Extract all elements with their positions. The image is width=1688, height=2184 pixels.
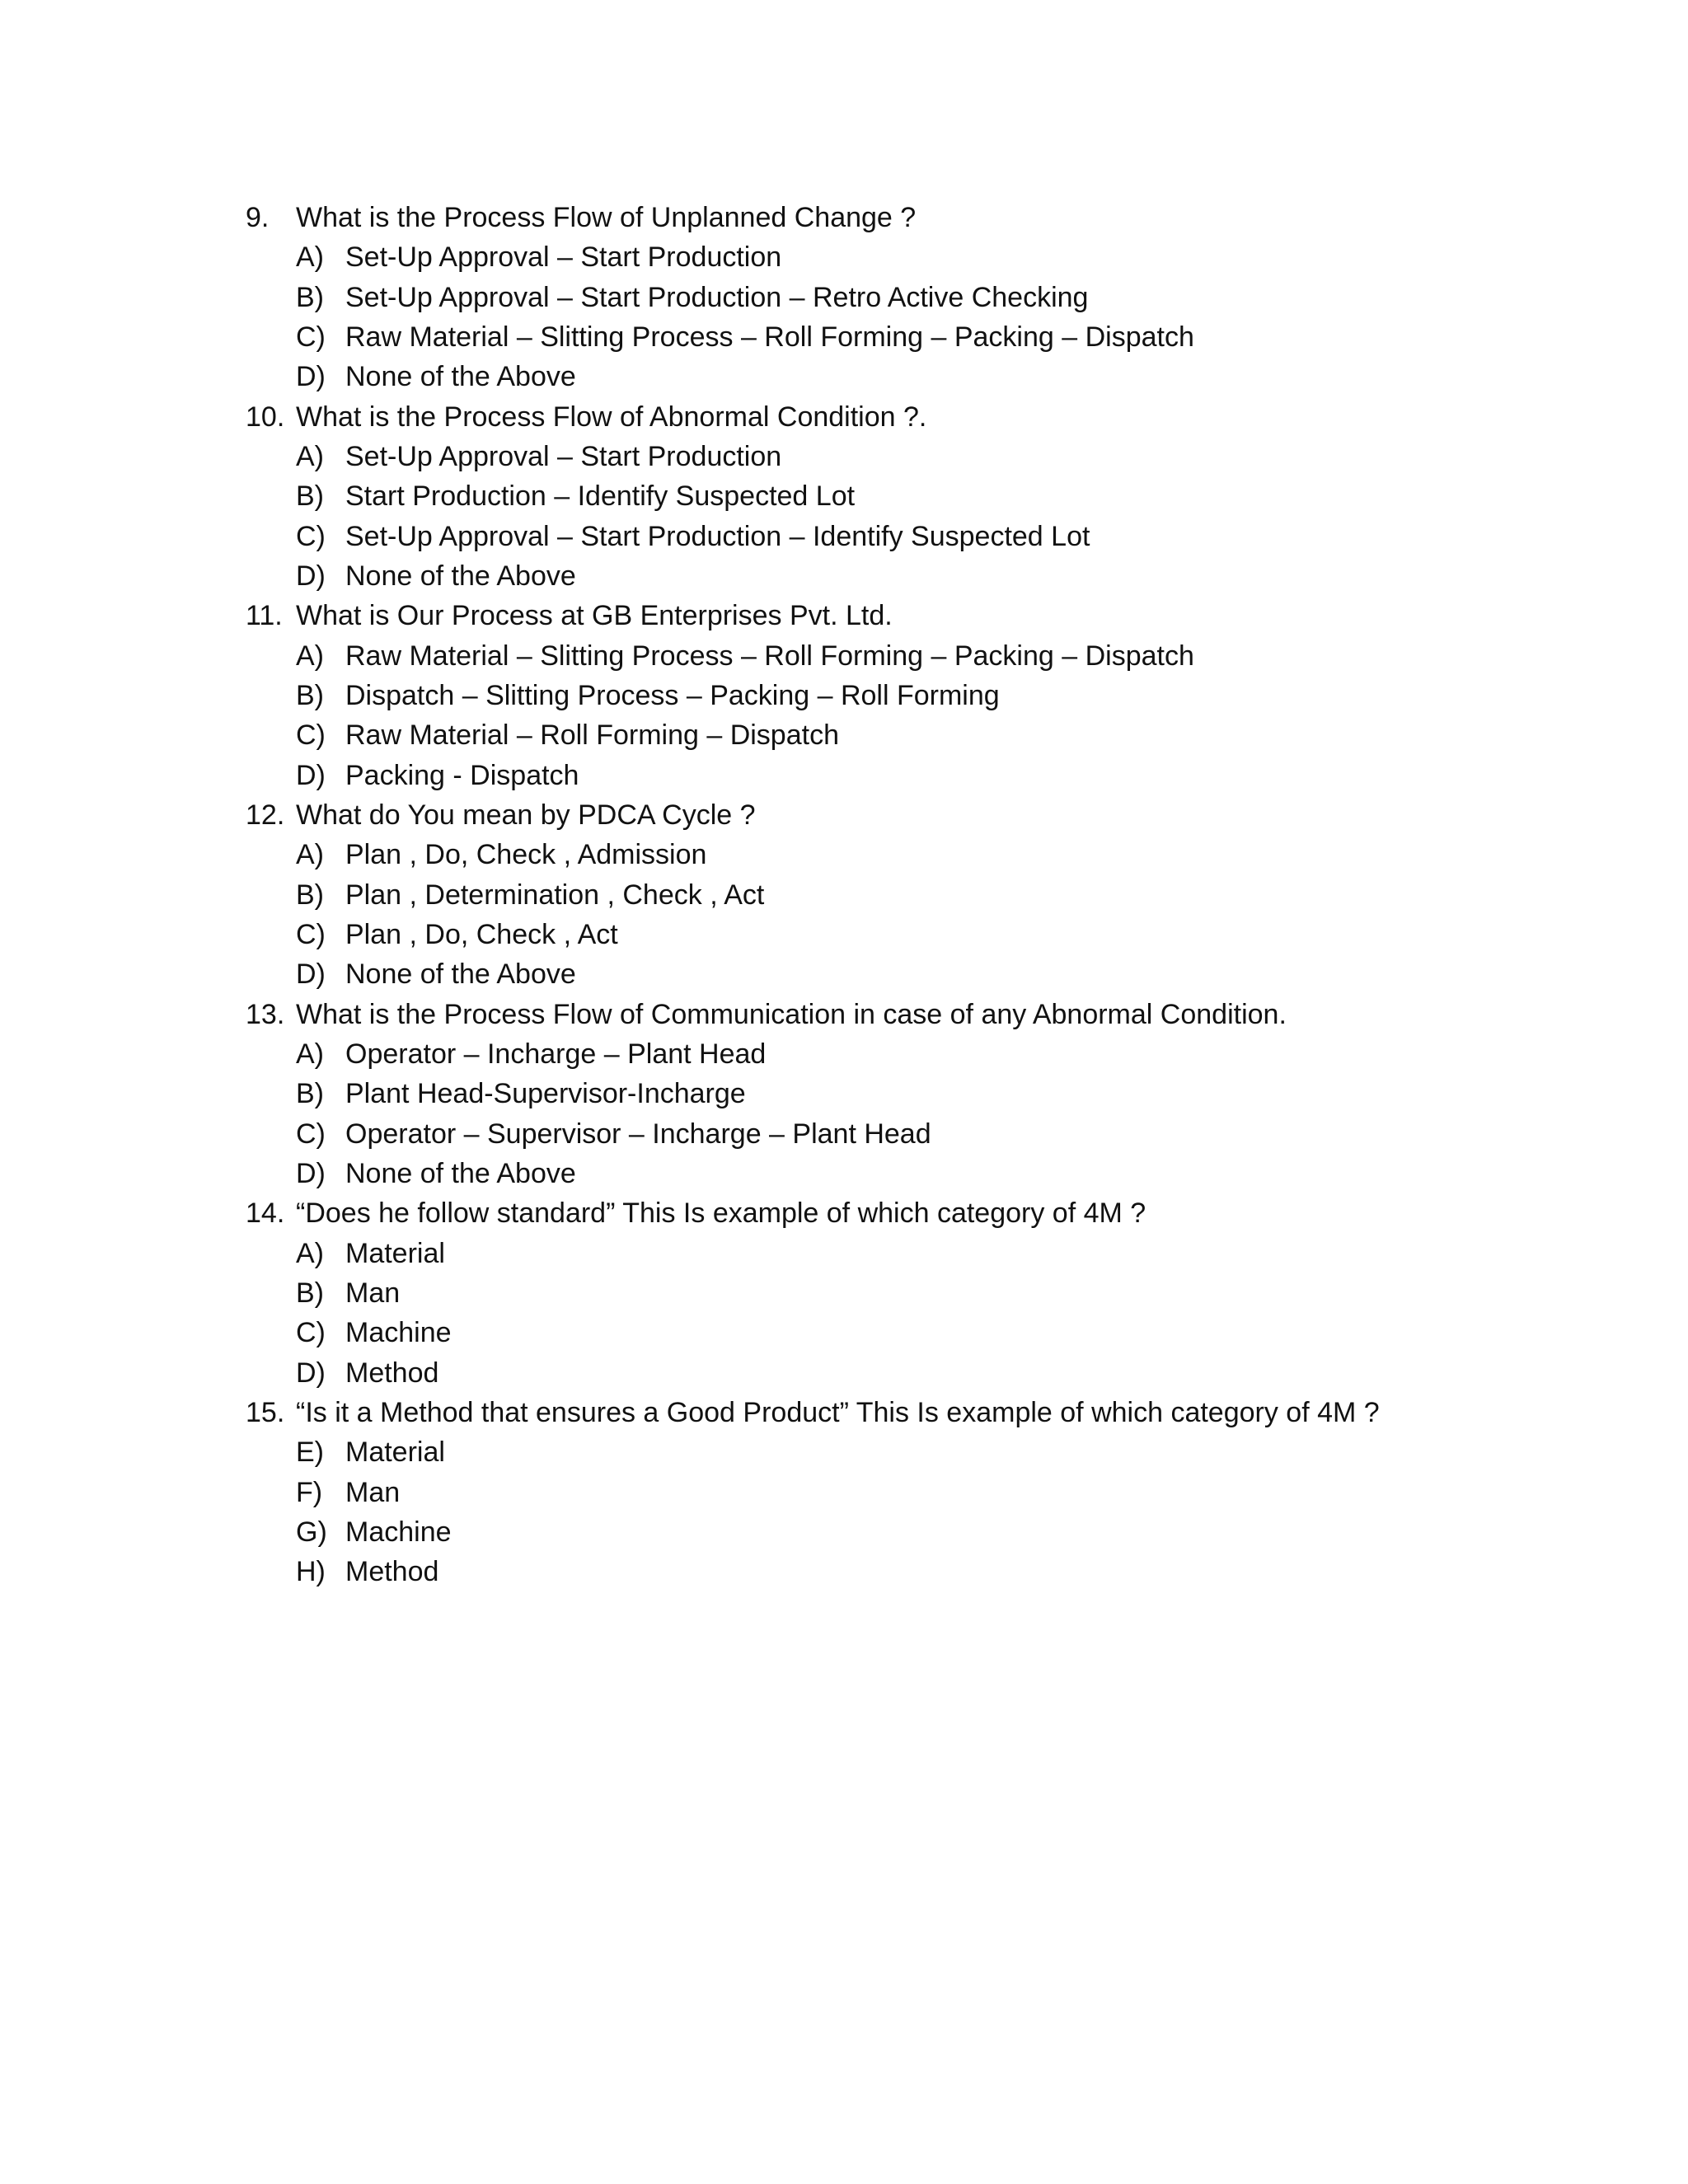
option-text: Material <box>345 1237 445 1269</box>
answer-option <box>246 278 1482 317</box>
answer-option <box>246 1154 1482 1193</box>
question <box>246 198 1482 237</box>
answer-option <box>246 357 1482 396</box>
option-text: Operator – Supervisor – Incharge – Plant Head <box>345 1118 931 1150</box>
option-text: Machine <box>345 1317 452 1349</box>
option-text: None of the Above <box>345 958 576 991</box>
option-text: Method <box>345 1556 439 1588</box>
answer-option <box>246 1074 1482 1113</box>
option-text: None of the Above <box>345 1157 576 1189</box>
question-list <box>246 198 1482 1591</box>
option-letter: B) <box>296 480 324 513</box>
option-letter: D) <box>296 958 326 991</box>
option-letter: C) <box>296 520 326 552</box>
question <box>246 1393 1482 1432</box>
option-letter: B) <box>296 281 324 313</box>
question-text: What is Our Process at GB Enterprises Pvt. Ltd. <box>296 600 893 632</box>
question <box>246 1193 1482 1233</box>
option-letter: F) <box>296 1476 323 1508</box>
option-letter: H) <box>296 1556 326 1588</box>
option-letter: A) <box>296 1038 324 1070</box>
option-text: Plan , Do, Check , Admission <box>345 839 707 871</box>
option-text: Operator – Incharge – Plant Head <box>345 1038 767 1070</box>
question-text: “Does he follow standard” This Is example of which category of 4M ? <box>296 1197 1146 1230</box>
question-number: 10. <box>246 401 285 433</box>
answer-option <box>246 636 1482 676</box>
option-letter: D) <box>296 759 326 791</box>
option-text: Start Production – Identify Suspected Lot <box>345 480 856 513</box>
answer-option <box>246 1114 1482 1154</box>
answer-option <box>246 835 1482 874</box>
option-letter: G) <box>296 1516 327 1548</box>
option-text: Man <box>345 1476 401 1508</box>
answer-option <box>246 437 1482 476</box>
option-text: Set-Up Approval – Start Production <box>345 440 782 472</box>
option-text: Machine <box>345 1516 452 1548</box>
option-text: Material <box>345 1436 445 1469</box>
option-text: Dispatch – Slitting Process – Packing – Roll Forming <box>345 679 1000 711</box>
option-letter: A) <box>296 640 324 672</box>
question <box>246 596 1482 635</box>
question-text: What do You mean by PDCA Cycle ? <box>296 799 756 831</box>
option-text: Raw Material – Roll Forming – Dispatch <box>345 719 839 752</box>
option-letter: C) <box>296 1317 326 1349</box>
question-number: 14. <box>246 1197 285 1230</box>
answer-option <box>246 1353 1482 1393</box>
option-letter: A) <box>296 440 324 472</box>
question-text: What is the Process Flow of Abnormal Condition ?. <box>296 401 927 433</box>
question-text: What is the Process Flow of Communication in case of any Abnormal Condition. <box>296 998 1287 1030</box>
option-letter: C) <box>296 1118 326 1150</box>
option-letter: B) <box>296 1078 324 1110</box>
option-letter: D) <box>296 1157 326 1189</box>
option-text: None of the Above <box>345 560 576 592</box>
option-letter: B) <box>296 879 324 911</box>
question-number: 13. <box>246 998 285 1030</box>
option-letter: C) <box>296 918 326 950</box>
option-letter: A) <box>296 1237 324 1269</box>
answer-option <box>246 1432 1482 1472</box>
option-letter: D) <box>296 560 326 592</box>
answer-option <box>246 954 1482 994</box>
question-number: 15. <box>246 1396 285 1428</box>
option-text: Plan , Do, Check , Act <box>345 918 618 950</box>
option-text: None of the Above <box>345 361 576 393</box>
answer-option <box>246 715 1482 755</box>
answer-option <box>246 915 1482 954</box>
option-text: Raw Material – Slitting Process – Roll Forming – Packing – Dispatch <box>345 640 1194 672</box>
option-text: Plant Head-Supervisor-Incharge <box>345 1078 746 1110</box>
question-number: 9. <box>246 202 270 233</box>
answer-option <box>246 1512 1482 1552</box>
option-text: Set-Up Approval – Start Production <box>345 241 782 274</box>
answer-option <box>246 756 1482 795</box>
answer-option <box>246 237 1482 277</box>
option-letter: D) <box>296 361 326 393</box>
question-number: 12. <box>246 799 285 831</box>
option-letter: E) <box>296 1436 324 1469</box>
answer-option <box>246 556 1482 596</box>
answer-option <box>246 517 1482 556</box>
option-text: Set-Up Approval – Start Production – Identify Suspected Lot <box>345 520 1090 552</box>
option-letter: B) <box>296 679 324 711</box>
option-text: Set-Up Approval – Start Production – Retro Active Checking <box>345 281 1089 313</box>
answer-option <box>246 1552 1482 1591</box>
answer-option <box>246 476 1482 516</box>
answer-option <box>246 875 1482 915</box>
answer-option <box>246 1313 1482 1352</box>
option-text: Man <box>345 1277 401 1309</box>
question <box>246 995 1482 1034</box>
option-text: Packing - Dispatch <box>345 759 579 791</box>
answer-option <box>246 1034 1482 1074</box>
option-letter: C) <box>296 321 326 353</box>
answer-option <box>246 1473 1482 1512</box>
option-text: Method <box>345 1357 439 1389</box>
question <box>246 795 1482 835</box>
question-text: What is the Process Flow of Unplanned Change ? <box>296 202 917 233</box>
answer-option <box>246 1273 1482 1313</box>
answer-option <box>246 1234 1482 1273</box>
option-letter: A) <box>296 839 324 871</box>
question <box>246 397 1482 437</box>
question-number: 11. <box>246 600 283 632</box>
option-text: Plan , Determination , Check , Act <box>345 879 765 911</box>
question-text: “Is it a Method that ensures a Good Product” This Is example of which category of 4M ? <box>296 1396 1380 1428</box>
answer-option <box>246 676 1482 715</box>
option-letter: B) <box>296 1277 324 1309</box>
option-letter: C) <box>296 719 326 752</box>
option-text: Raw Material – Slitting Process – Roll Forming – Packing – Dispatch <box>345 321 1194 353</box>
answer-option <box>246 317 1482 357</box>
option-letter: D) <box>296 1357 326 1389</box>
option-letter: A) <box>296 241 324 274</box>
